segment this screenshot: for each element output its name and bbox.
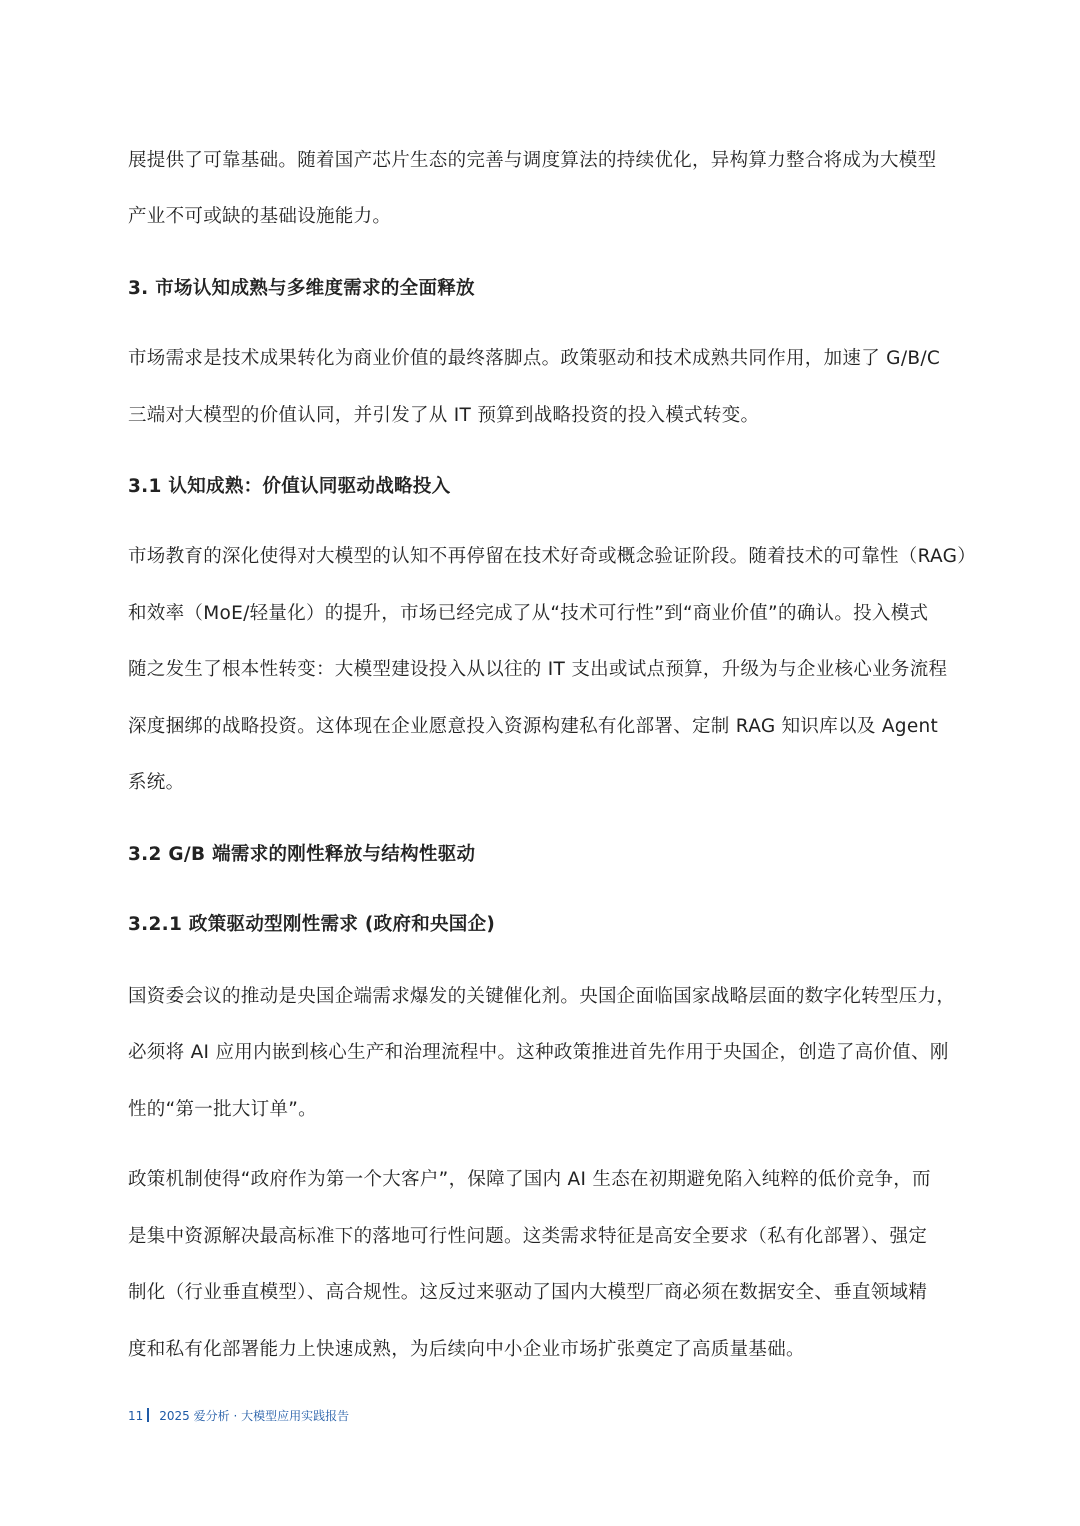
paragraph-line: 是集中资源解决最高标准下的落地可行性问题。这类需求特征是高安全要求（私有化部署）、强定 [128, 1226, 928, 1247]
paragraph-line: 度和私有化部署能力上快速成熟，为后续向中小企业市场扩张奠定了高质量基础。 [128, 1339, 805, 1360]
page-footer [128, 1407, 349, 1425]
section-heading-3-2: 3.2 G/B 端需求的刚性释放与结构性驱动 [128, 844, 476, 865]
page-number: 11 [128, 1409, 144, 1423]
section-heading-3-2-1: 3.2.1 政策驱动型刚性需求 (政府和央国企) [128, 914, 496, 935]
paragraph-line: 随之发生了根本性转变：大模型建设投入从以往的 IT 支出或试点预算，升级为与企业核心业务流程 [128, 659, 948, 680]
paragraph-line: 必须将 AI 应用内嵌到核心生产和治理流程中。这种政策推进首先作用于央国企，创造了高价值、刚 [128, 1042, 949, 1063]
paragraph-line: 系统。 [128, 772, 185, 793]
footer-divider [147, 1408, 149, 1422]
paragraph-line: 深度捆绑的战略投资。这体现在企业愿意投入资源构建私有化部署、定制 RAG 知识库以及 Agent [128, 716, 939, 737]
paragraph-line: 政策机制使得“政府作为第一个大客户”，保障了国内 AI 生态在初期避免陷入纯粹的低价竞争，而 [128, 1169, 931, 1190]
paragraph-line: 市场需求是技术成果转化为商业价值的最终落脚点。政策驱动和技术成熟共同作用，加速了 G/B/C [128, 348, 941, 369]
paragraph-line: 和效率（MoE/轻量化）的提升，市场已经完成了从“技术可行性”到“商业价值”的确认。投入模式 [128, 603, 929, 624]
section-heading-3: 3. 市场认知成熟与多维度需求的全面释放 [128, 278, 475, 299]
paragraph-line: 性的“第一批大订单”。 [128, 1099, 317, 1120]
paragraph-line: 展提供了可靠基础。随着国产芯片生态的完善与调度算法的持续优化，异构算力整合将成为大模型 [128, 150, 937, 171]
paragraph-line: 产业不可或缺的基础设施能力。 [128, 206, 392, 227]
footer-title: 2025 爱分析 · 大模型应用实践报告 [159, 1409, 350, 1423]
paragraph-line: 国资委会议的推动是央国企端需求爆发的关键催化剂。央国企面临国家战略层面的数字化转型压力， [128, 986, 956, 1007]
paragraph-line: 三端对大模型的价值认同，并引发了从 IT 预算到战略投资的投入模式转变。 [128, 405, 760, 426]
paragraph-line: 市场教育的深化使得对大模型的认知不再停留在技术好奇或概念验证阶段。随着技术的可靠性（RAG） [128, 546, 977, 567]
section-heading-3-1: 3.1 认知成熟：价值认同驱动战略投入 [128, 476, 451, 497]
paragraph-line: 制化（行业垂直模型）、高合规性。这反过来驱动了国内大模型厂商必须在数据安全、垂直领域精 [128, 1282, 928, 1303]
